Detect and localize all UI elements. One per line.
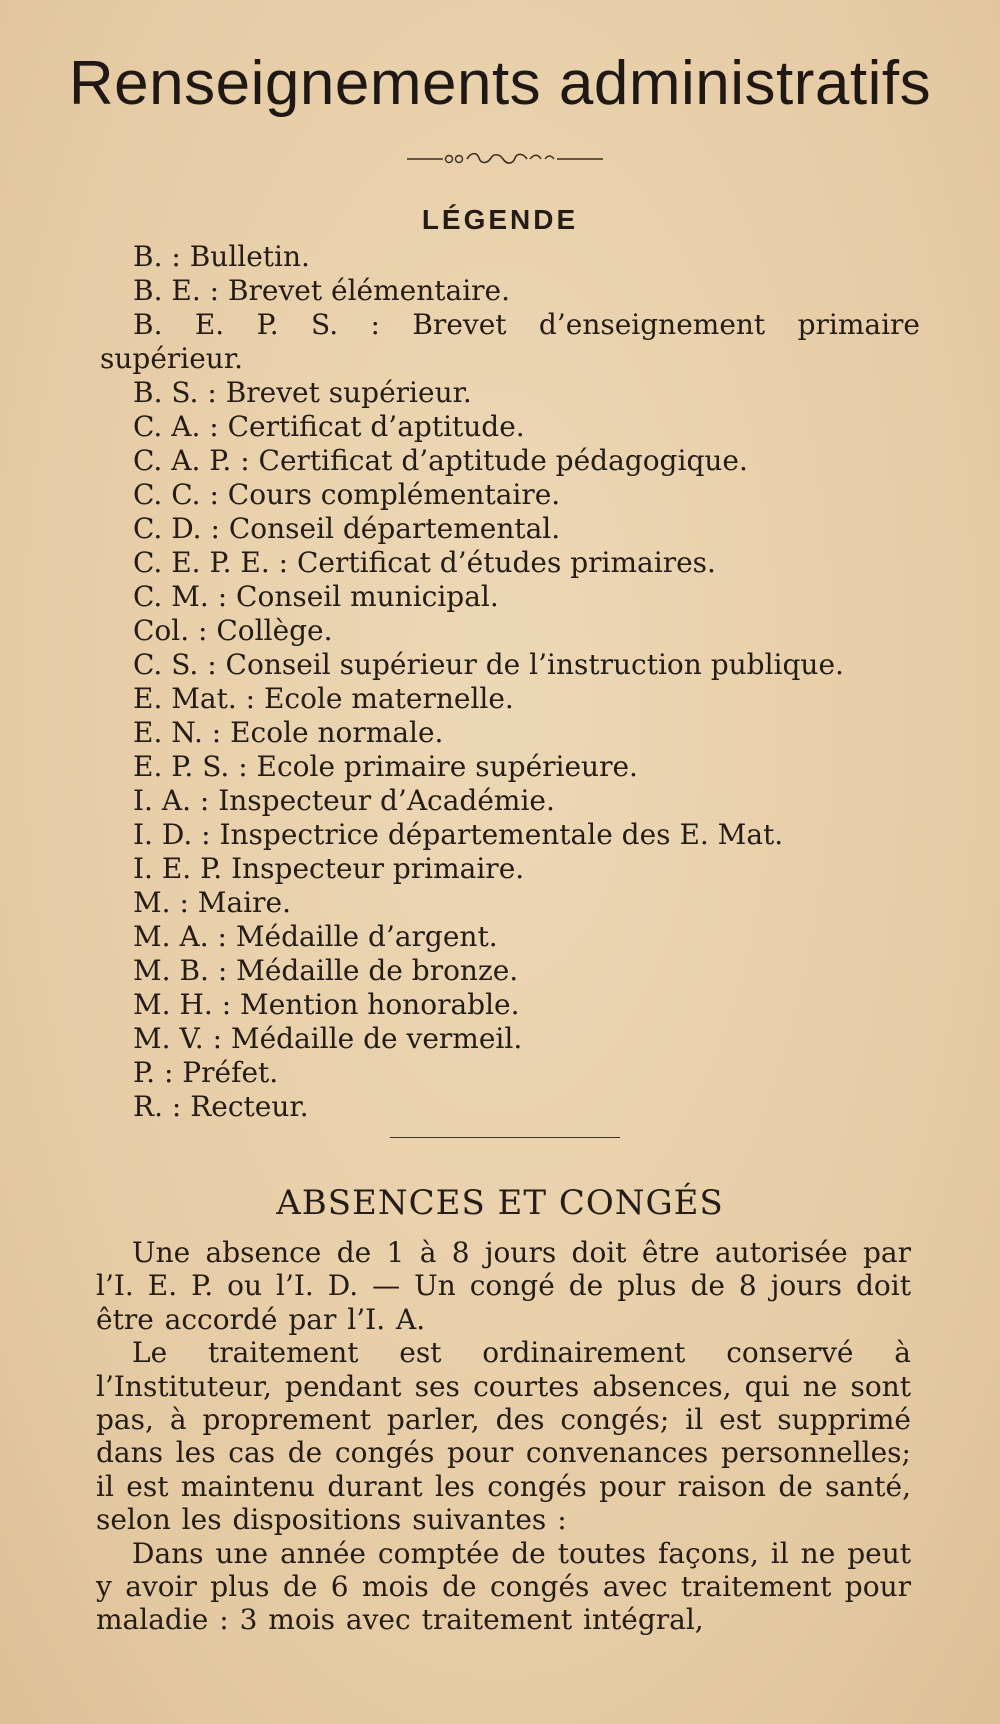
legend-item: E. Mat. : Ecole maternelle. xyxy=(133,682,514,715)
legend-item: I. A. : Inspecteur d’Académie. xyxy=(133,784,555,817)
legend-item: M. : Maire. xyxy=(133,886,291,919)
legend-item: I. D. : Inspectrice départementale des E. Mat. xyxy=(133,818,784,851)
legend-item: E. N. : Ecole normale. xyxy=(133,716,444,749)
legend-item: B. E. : Brevet élémentaire. xyxy=(133,274,511,307)
legend-item: R. : Recteur. xyxy=(133,1090,309,1123)
legend-item: Col. : Collège. xyxy=(133,614,333,647)
legend-item: B. S. : Brevet supérieur. xyxy=(133,376,472,409)
legend-item: M. V. : Médaille de vermeil. xyxy=(133,1022,523,1055)
legend-item: C. S. : Conseil supérieur de l’instruction publique. xyxy=(133,648,844,681)
legend-item: M. B. : Médaille de bronze. xyxy=(133,954,519,987)
decorative-ornament xyxy=(405,150,605,168)
legend-item: E. P. S. : Ecole primaire supérieure. xyxy=(133,750,638,783)
legend-item: C. A. : Certificat d’aptitude. xyxy=(133,410,525,443)
legend-item: P. : Préfet. xyxy=(133,1056,279,1089)
legend-item: C. M. : Conseil municipal. xyxy=(133,580,499,613)
legend-item: M. A. : Médaille d’argent. xyxy=(133,920,498,953)
section-divider xyxy=(390,1137,620,1138)
section-heading: ABSENCES ET CONGÉS xyxy=(276,1183,724,1223)
legend-list xyxy=(100,240,920,1124)
legend-item: I. E. P. Inspecteur primaire. xyxy=(133,852,525,885)
page-title: Renseignements administratifs xyxy=(68,49,932,118)
paragraph: Dans une année comptée de toutes façons, il ne peut y avoir plus de 6 mois de congés avec traitement pour maladie : 3 mois avec traitement intégral, xyxy=(96,1536,911,1637)
legend-item: C. D. : Conseil départemental. xyxy=(133,512,561,545)
legend-item: B. E. P. S. : Brevet d’enseignement primaire supérieur. xyxy=(100,308,920,375)
paragraph: Une absence de 1 à 8 jours doit être autorisée par l’I. E. P. ou l’I. D. — Un congé de plus de 8 jours doit être accordé par l’I. A. xyxy=(96,1236,911,1336)
paragraph: Le traitement est ordinairement conservé à l’Instituteur, pendant ses courtes absences, qui ne sont pas, à proprement parler, des congés; il est supprimé dans les cas de congés pour convenances personnelles; il est maintenu durant les congés pour raison de santé, selon les dispositions suivantes : xyxy=(96,1336,911,1537)
legend-item: C. A. P. : Certificat d’aptitude pédagogique. xyxy=(133,444,748,477)
body-text xyxy=(96,1236,911,1637)
legend-item: M. H. : Mention honorable. xyxy=(133,988,520,1021)
legend-item: C. C. : Cours complémentaire. xyxy=(133,478,561,511)
legend-item: C. E. P. E. : Certificat d’études primaires. xyxy=(133,546,716,579)
legend-heading: LÉGENDE xyxy=(421,204,579,235)
legend-item: B. : Bulletin. xyxy=(133,240,310,273)
